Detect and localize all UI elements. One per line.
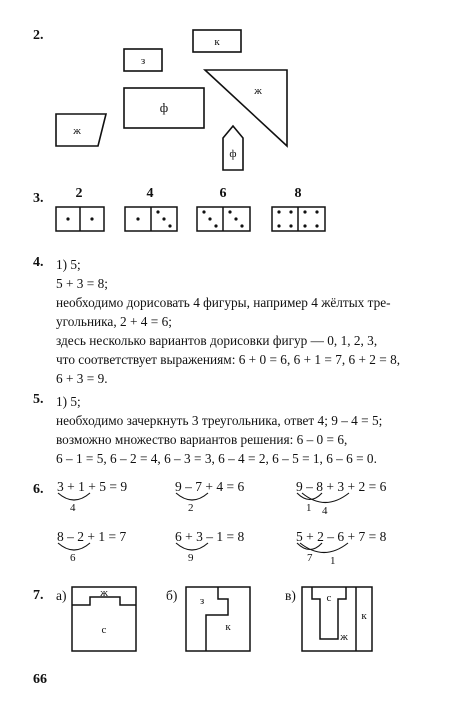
q3-dominoes xyxy=(0,180,456,240)
q2-shapes-figure xyxy=(0,0,456,180)
expression: 9 – 8 + 3 + 2 = 6 xyxy=(296,479,387,494)
text-line: что соответствует выражениям: 6 + 0 = 6, 6 + 1 = 7, 6 + 2 = 8, xyxy=(56,352,401,367)
q4-answer-text xyxy=(56,255,400,388)
region-label: с xyxy=(101,624,107,636)
expression-subresult: 7 xyxy=(307,552,313,564)
text-line: необходимо дорисовать 4 фигуры, например 4 жёлтых тре- xyxy=(56,295,391,310)
page-number: 66 xyxy=(33,672,47,687)
expression-subresult: 9 xyxy=(188,552,194,564)
text-line: возможно множество вариантов решения: 6 – 0 = 6, xyxy=(56,432,348,447)
region-label: з xyxy=(199,595,205,607)
text-line: 6 + 3 = 9. xyxy=(56,371,108,386)
q7-figures xyxy=(0,575,456,660)
expression-subresult: 2 xyxy=(188,502,194,514)
domino-label: 8 xyxy=(294,186,302,201)
text-line: 1) 5; xyxy=(56,394,81,409)
domino-label: 4 xyxy=(146,186,154,201)
region-label: с xyxy=(326,592,332,604)
shape-label: ф xyxy=(229,148,237,160)
figure-b-divider xyxy=(206,587,228,651)
domino-label: 6 xyxy=(219,186,227,201)
shape-label: ж xyxy=(73,125,81,137)
text-line: необходимо зачеркнуть 3 треугольника, ответ 4; 9 – 4 = 5; xyxy=(56,413,383,428)
question-number-3: 3. xyxy=(33,191,44,206)
text-line: угольника, 2 + 4 = 6; xyxy=(56,314,172,329)
question-number-6: 6. xyxy=(33,482,44,497)
expression-subresult: 1 xyxy=(330,555,336,567)
expression: 3 + 1 + 5 = 9 xyxy=(57,479,128,494)
shape-label: з xyxy=(140,55,146,67)
expression-subresult: 4 xyxy=(322,505,328,517)
region-label: ж xyxy=(340,631,348,643)
question-number-7: 7. xyxy=(33,588,44,603)
part-label: в) xyxy=(285,588,296,603)
part-label: а) xyxy=(56,588,67,603)
q6-expressions xyxy=(0,470,456,575)
shape-label: ж xyxy=(254,85,262,97)
domino-label: 2 xyxy=(75,186,83,201)
expression: 6 + 3 – 1 = 8 xyxy=(175,529,245,544)
question-number-4: 4. xyxy=(33,255,44,270)
q5-answer-text xyxy=(56,392,382,468)
question-number-5: 5. xyxy=(33,392,44,407)
expression-subresult: 1 xyxy=(306,502,312,514)
region-label: ж xyxy=(100,587,108,599)
expression: 8 – 2 + 1 = 7 xyxy=(57,529,127,544)
text-line: 5 + 3 = 8; xyxy=(56,276,108,291)
expression-subresult: 6 xyxy=(70,552,76,564)
text-line: 6 – 1 = 5, 6 – 2 = 4, 6 – 3 = 3, 6 – 4 = 2, 6 – 5 = 1, 6 – 6 = 0. xyxy=(56,451,377,466)
expression: 5 + 2 – 6 + 7 = 8 xyxy=(296,529,387,544)
shape-trapezoid-zh xyxy=(56,114,106,146)
region-label: к xyxy=(361,610,367,622)
region-label: к xyxy=(225,621,231,633)
question-number-2: 2. xyxy=(33,28,44,43)
text-line: 1) 5; xyxy=(56,257,81,272)
part-label: б) xyxy=(166,588,178,603)
expression-subresult: 4 xyxy=(70,502,76,514)
shape-label: к xyxy=(214,36,220,48)
text-line: здесь несколько вариантов дорисовки фигур — 0, 1, 2, 3, xyxy=(56,333,378,348)
expression: 9 – 7 + 4 = 6 xyxy=(175,479,245,494)
shape-label: ф xyxy=(159,100,169,115)
shape-triangle-zh xyxy=(205,70,287,146)
